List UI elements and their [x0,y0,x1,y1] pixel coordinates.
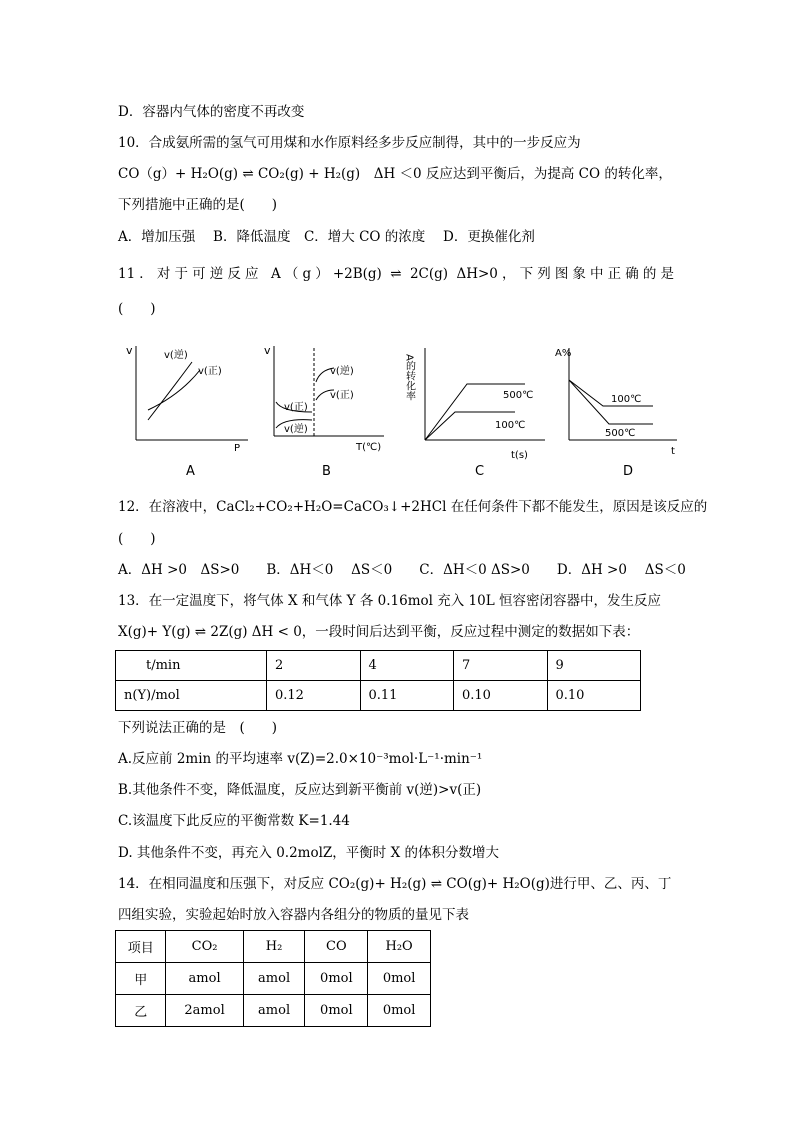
graph-d-xlabel: t [671,446,675,457]
graph-b-ylabel: v [264,344,271,357]
graph-b-curve-label-1: v(逆) [330,366,354,377]
table-cell: H₂ [243,931,305,963]
table-cell: 7 [454,651,548,681]
q13-stem: 13．在一定温度下，将气体 X 和气体 Y 各 0.16mol 充入 10L 恒容密闭容器中，发生反应 [118,593,661,609]
table-cell: 2 [267,651,361,681]
graph-b-curve-label-3: v(正) [284,402,308,413]
table-row [116,931,431,963]
q12-stem: 12．在溶液中，CaCl₂+CO₂+H₂O=CaCO₃↓+2HCl 在任何条件下都不能发生，原因是该反应的 [118,499,708,515]
graph-c-ylabel: A的转化率 [403,354,415,401]
table-row [116,963,431,995]
q10-options: A．增加压强 B．降低温度 C．增大 CO 的浓度 D．更换催化剂 [118,229,535,245]
q13-option-d: D. 其他条件不变，再充入 0.2molZ，平衡时 X 的体积分数增大 [118,845,500,861]
table-cell: t/min [116,651,267,681]
table-cell: 0mol [305,963,368,995]
table-cell: 0.12 [267,681,361,711]
graph-d-caption: D [623,464,634,479]
table-cell: 乙 [116,995,166,1027]
graph-c-xlabel: t(s) [511,450,528,461]
q10-stem: 10．合成氨所需的氢气可用煤和水作原料经多步反应制得，其中的一步反应为 [118,135,581,151]
q10-prompt: 下列措施中正确的是( ) [118,197,278,213]
graph-a-curve-label-2: v(正) [198,366,222,377]
q14-stem: 14．在相同温度和压强下，对反应 CO₂(g)+ H₂(g) ⇌ CO(g)+ H₂O(g)进行甲、乙、丙、丁 [118,876,672,892]
table-cell: CO₂ [166,931,243,963]
q13-option-b: B.其他条件不变，降低温度，反应达到新平衡前 v(逆)>v(正) [118,782,482,798]
table-cell: amol [243,963,305,995]
graph-b-caption: B [322,464,331,479]
table-cell: CO [305,931,368,963]
graph-b [262,340,392,485]
table-cell: 甲 [116,963,166,995]
graph-a [120,340,255,485]
table-cell: 0mol [368,963,431,995]
graph-a-caption: A [186,464,195,479]
q14-data-table [115,930,431,1027]
table-cell: 0.10 [454,681,548,711]
graph-b-xlabel: T(℃) [356,442,382,453]
q14-stem-cont: 四组实验，实验起始时放入容器内各组分的物质的量见下表 [118,907,469,923]
graph-a-curve-label-1: v(逆) [164,350,188,361]
q13-data-table [115,650,641,711]
graph-a-xlabel: P [234,443,241,454]
q11-stem: 11．对于可逆反应 A（g）+2B(g) ⇌ 2C(g) ΔH>0，下列图象中正确的是 [118,266,674,282]
table-row [116,681,641,711]
graph-c-curve-label-2: 100℃ [495,420,526,431]
q13-option-c: C.该温度下此反应的平衡常数 K=1.44 [118,813,350,829]
q13-prompt: 下列说法正确的是 ( ) [118,720,278,736]
graph-c [405,340,550,485]
table-row [116,651,641,681]
table-cell: n(Y)/mol [116,681,267,711]
graph-c-caption: C [475,464,485,479]
q13-equation: X(g)+ Y(g) ⇌ 2Z(g) ΔH < 0，一段时间后达到平衡，反应过程中测定的数据如下表： [118,624,640,640]
graph-c-curve-label-1: 500℃ [503,390,534,401]
table-cell: 0.11 [360,681,454,711]
q9-option-d: D．容器内气体的密度不再改变 [118,104,305,120]
table-cell: H₂O [368,931,431,963]
table-cell: 0.10 [547,681,641,711]
graph-d-ylabel: A% [555,348,572,359]
table-cell: amol [243,995,305,1027]
table-cell: 0mol [368,995,431,1027]
q10-equation: CO（g）+ H₂O(g) ⇌ CO₂(g) + H₂(g) ΔH ＜0 反应达到平衡后，为提高 CO 的转化率， [118,166,672,182]
graph-d-curve-label-1: 100℃ [611,394,642,405]
table-cell: 项目 [116,931,166,963]
q12-options: A．ΔH >0 ΔS>0 B．ΔH＜0 ΔS＜0 C．ΔH＜0 ΔS>0 D．ΔH >0 ΔS＜0 [118,562,686,578]
table-cell: 0mol [305,995,368,1027]
graph-a-ylabel: v [126,344,133,357]
table-cell: 2amol [166,995,243,1027]
q11-paren: ( ) [118,301,156,317]
table-cell: 4 [360,651,454,681]
graph-d [553,340,683,485]
q12-paren: ( ) [118,531,156,547]
table-cell: 9 [547,651,641,681]
graph-b-curve-label-2: v(正) [330,390,354,401]
table-cell: amol [166,963,243,995]
q13-option-a: A.反应前 2min 的平均速率 v(Z)=2.0×10⁻³mol·L⁻¹·min⁻¹ [118,751,483,767]
graph-b-curve-label-4: v(逆) [284,424,308,435]
table-row [116,995,431,1027]
graph-d-curve-label-2: 500℃ [605,428,636,439]
